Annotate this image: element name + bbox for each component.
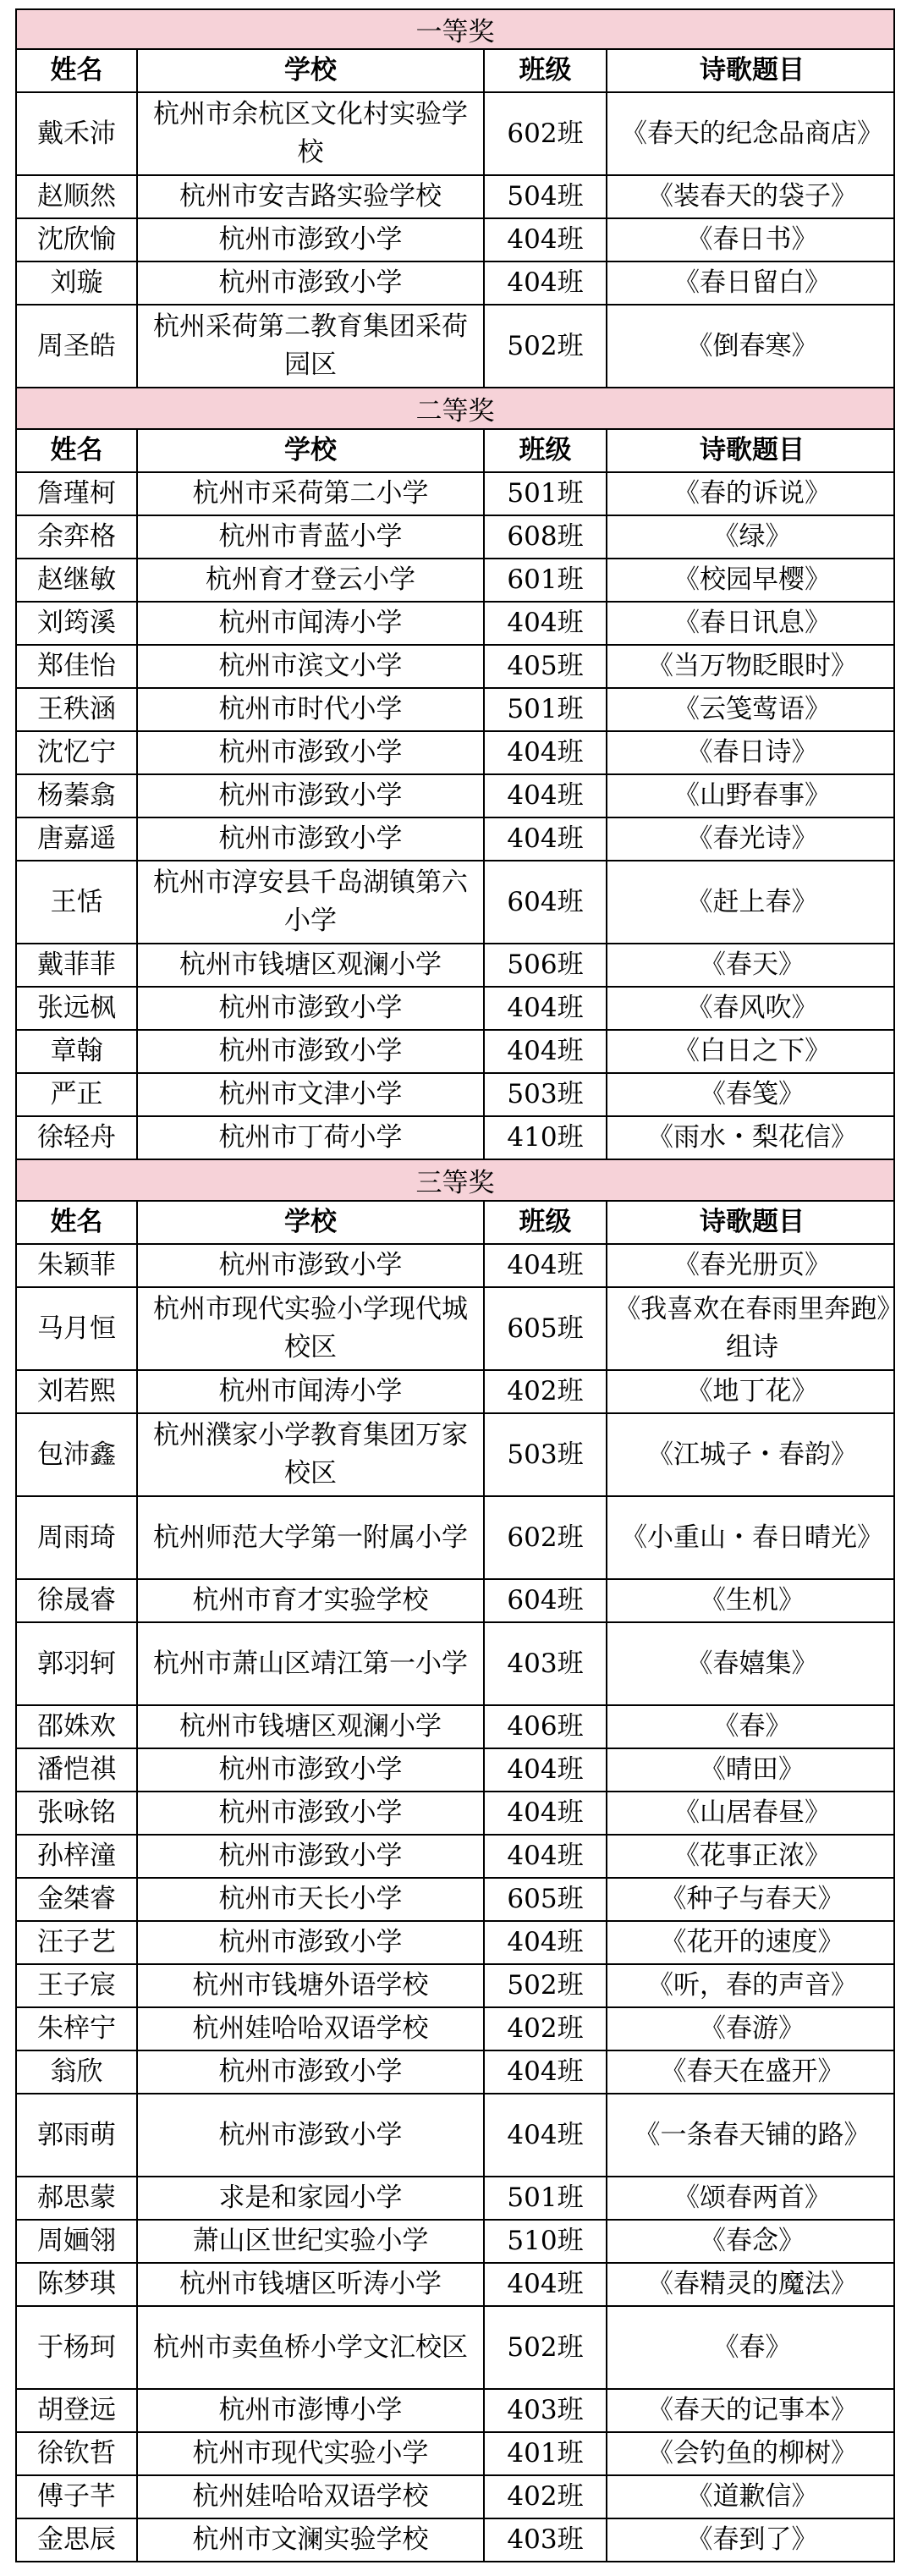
poem-title: 《江城子・春韵》	[647, 1439, 857, 1470]
student-name: 郝思蒙	[17, 2177, 138, 2219]
school-name: 杭州市文津小学	[138, 1074, 485, 1115]
table-row	[15, 1414, 895, 1497]
student-name: 詹瑾柯	[17, 473, 138, 515]
class-name: 503班	[485, 1414, 607, 1495]
poem-title: 《会钓鱼的柳树》	[647, 2438, 857, 2469]
poem-title: 《听，春的声音》	[647, 1970, 857, 2001]
student-name: 邵姝欢	[17, 1706, 138, 1748]
header-name: 姓名	[17, 1202, 138, 1243]
table-row	[15, 646, 895, 689]
school-name: 杭州市澎致小学	[138, 1245, 485, 1286]
awards-table	[15, 8, 895, 2562]
school-name: 杭州市青蓝小学	[138, 516, 485, 558]
table-row	[15, 2264, 895, 2307]
poem-title: 《晴田》	[700, 1754, 805, 1785]
table-row	[15, 861, 895, 944]
poem-title: 《春》	[712, 2331, 792, 2363]
section-title: 一等奖	[15, 8, 895, 50]
school-name: 杭州市现代实验小学现代城校区	[138, 1288, 485, 1369]
poem-title: 《雨水・梨花信》	[647, 1122, 857, 1153]
student-name: 潘恺祺	[17, 1749, 138, 1791]
school-name: 杭州市澎致小学	[138, 775, 485, 817]
section-title: 二等奖	[15, 388, 895, 430]
school-name: 杭州市余杭区文化村实验学校	[138, 93, 485, 174]
table-row	[15, 944, 895, 988]
class-name: 602班	[485, 93, 607, 174]
table-row	[15, 559, 895, 603]
poem-title: 《花事正浓》	[673, 1841, 831, 1871]
student-name: 王恬	[17, 861, 138, 943]
student-name: 徐钦哲	[17, 2433, 138, 2474]
header-class: 班级	[485, 430, 607, 471]
student-name: 周婳翎	[17, 2221, 138, 2262]
student-name: 周雨琦	[17, 1497, 138, 1578]
school-name: 杭州师范大学第一附属小学	[138, 1497, 485, 1578]
header-poem: 诗歌题目	[700, 435, 805, 465]
table-row	[15, 516, 895, 559]
school-name: 杭州市澎致小学	[138, 2051, 485, 2093]
table-row	[15, 1879, 895, 1922]
student-name: 刘若熙	[17, 1371, 138, 1412]
table-row	[15, 689, 895, 732]
table-row	[15, 473, 895, 516]
table-row	[15, 1706, 895, 1749]
poem-title: 《春》	[712, 1711, 792, 1742]
student-name: 徐晟睿	[17, 1580, 138, 1621]
poem-title: 《春天的纪念品商店》	[621, 118, 883, 149]
header-poem: 诗歌题目	[700, 1207, 805, 1237]
class-name: 402班	[485, 1371, 607, 1412]
poem-title: 《山居春昼》	[673, 1797, 831, 1828]
table-row	[15, 1965, 895, 2008]
poem-title: 《颂春两首》	[673, 2182, 831, 2213]
table-row	[15, 1580, 895, 1623]
class-name: 501班	[485, 473, 607, 515]
table-row	[15, 2476, 895, 2519]
table-header-row	[15, 50, 895, 93]
table-row	[15, 1371, 895, 1414]
table-row	[15, 1749, 895, 1792]
student-name: 孙梓潼	[17, 1836, 138, 1877]
class-name: 504班	[485, 176, 607, 217]
student-name: 张咏铭	[17, 1792, 138, 1834]
student-name: 刘筠溪	[17, 603, 138, 644]
student-name: 陈梦琪	[17, 2264, 138, 2305]
class-name: 404班	[485, 818, 607, 860]
poem-title: 《山野春事》	[673, 780, 831, 811]
poem-title: 《春天在盛开》	[660, 2056, 844, 2087]
class-name: 501班	[485, 2177, 607, 2219]
table-row	[15, 1623, 895, 1706]
poem-title: 《我喜欢在春雨里奔跑》组诗	[614, 1294, 890, 1362]
class-name: 404班	[485, 1749, 607, 1791]
student-name: 沈忆宁	[17, 732, 138, 773]
school-name: 杭州市澎致小学	[138, 1836, 485, 1877]
student-name: 包沛鑫	[17, 1414, 138, 1495]
poem-title: 《春光册页》	[673, 1250, 831, 1280]
student-name: 朱颖菲	[17, 1245, 138, 1286]
poem-title: 《春风吹》	[686, 993, 818, 1023]
table-row	[15, 93, 895, 176]
student-name: 戴禾沛	[17, 93, 138, 174]
poem-title: 《春日诗》	[686, 737, 818, 768]
class-name: 410班	[485, 1117, 607, 1159]
student-name: 严正	[17, 1074, 138, 1115]
class-name: 601班	[485, 559, 607, 601]
student-name: 王子宸	[17, 1965, 138, 2006]
class-name: 502班	[485, 2307, 607, 2388]
class-name: 608班	[485, 516, 607, 558]
class-name: 404班	[485, 603, 607, 644]
table-row	[15, 988, 895, 1031]
school-name: 杭州濮家小学教育集团万家校区	[138, 1414, 485, 1495]
school-name: 杭州育才登云小学	[138, 559, 485, 601]
class-name: 502班	[485, 1965, 607, 2006]
class-name: 604班	[485, 1580, 607, 1621]
header-class: 班级	[485, 1202, 607, 1243]
poem-title: 《花开的速度》	[660, 1927, 844, 1957]
class-name: 404班	[485, 732, 607, 773]
class-name: 604班	[485, 861, 607, 943]
school-name: 杭州市钱塘区听涛小学	[138, 2264, 485, 2305]
school-name: 杭州市钱塘区观澜小学	[138, 1706, 485, 1748]
student-name: 余弈格	[17, 516, 138, 558]
poem-title: 《春天的记事本》	[647, 2395, 857, 2425]
student-name: 金桀睿	[17, 1879, 138, 1920]
table-row	[15, 2307, 895, 2390]
table-row	[15, 219, 895, 262]
class-name: 404班	[485, 775, 607, 817]
school-name: 杭州娃哈哈双语学校	[138, 2476, 485, 2518]
school-name: 杭州市澎致小学	[138, 262, 485, 304]
table-row	[15, 1497, 895, 1580]
poem-title: 《道歉信》	[686, 2481, 818, 2512]
class-name: 406班	[485, 1706, 607, 1748]
student-name: 郑佳怡	[17, 646, 138, 687]
student-name: 戴菲菲	[17, 944, 138, 986]
header-name: 姓名	[17, 50, 138, 91]
table-row	[15, 1288, 895, 1371]
student-name: 傅子芊	[17, 2476, 138, 2518]
school-name: 杭州市澎致小学	[138, 1749, 485, 1791]
poem-title: 《小重山・春日晴光》	[621, 1522, 883, 1553]
student-name: 王秩涵	[17, 689, 138, 730]
school-name: 杭州市闻涛小学	[138, 1371, 485, 1412]
poem-title: 《春念》	[700, 2226, 805, 2256]
table-row	[15, 2008, 895, 2051]
class-name: 402班	[485, 2008, 607, 2050]
school-name: 杭州市澎致小学	[138, 1922, 485, 1963]
poem-title: 《春精灵的魔法》	[647, 2269, 857, 2299]
table-row	[15, 775, 895, 818]
poem-title: 《春嬉集》	[686, 1648, 818, 1679]
poem-title: 《种子与春天》	[660, 1884, 844, 1914]
class-name: 404班	[485, 1922, 607, 1963]
header-name: 姓名	[17, 430, 138, 471]
school-name: 杭州市澎致小学	[138, 1792, 485, 1834]
class-name: 510班	[485, 2221, 607, 2262]
student-name: 唐嘉遥	[17, 818, 138, 860]
class-name: 404班	[485, 2051, 607, 2093]
table-row	[15, 732, 895, 775]
school-name: 杭州市澎致小学	[138, 988, 485, 1029]
table-row	[15, 1074, 895, 1117]
poem-title: 《春日书》	[686, 224, 818, 255]
school-name: 杭州市卖鱼桥小学文汇校区	[138, 2307, 485, 2388]
student-name: 金思辰	[17, 2519, 138, 2561]
table-row	[15, 262, 895, 305]
table-row	[15, 603, 895, 646]
school-name: 杭州采荷第二教育集团采荷园区	[138, 305, 485, 387]
table-row	[15, 305, 895, 388]
table-row	[15, 1792, 895, 1836]
table-row	[15, 176, 895, 219]
class-name: 404班	[485, 1836, 607, 1877]
poem-title: 《春天》	[700, 949, 805, 980]
student-name: 郭羽轲	[17, 1623, 138, 1704]
student-name: 章翰	[17, 1031, 138, 1072]
school-name: 杭州市育才实验学校	[138, 1580, 485, 1621]
class-name: 403班	[485, 2519, 607, 2561]
school-name: 杭州市时代小学	[138, 689, 485, 730]
student-name: 徐轻舟	[17, 1117, 138, 1159]
class-name: 404班	[485, 2094, 607, 2176]
header-school: 学校	[138, 1202, 485, 1243]
section-title: 三等奖	[15, 1160, 895, 1202]
poem-title: 《一条春天铺的路》	[634, 2119, 871, 2150]
table-row	[15, 2519, 895, 2562]
student-name: 赵顺然	[17, 176, 138, 217]
student-name: 沈欣愉	[17, 219, 138, 261]
student-name: 于杨珂	[17, 2307, 138, 2388]
class-name: 404班	[485, 2264, 607, 2305]
poem-title: 《春光诗》	[686, 823, 818, 854]
student-name: 赵继敏	[17, 559, 138, 601]
poem-title: 《云笺莺语》	[673, 694, 831, 724]
student-name: 杨蓁翕	[17, 775, 138, 817]
header-class: 班级	[485, 50, 607, 91]
student-name: 刘璇	[17, 262, 138, 304]
header-school: 学校	[138, 430, 485, 471]
school-name: 杭州市现代实验小学	[138, 2433, 485, 2474]
poem-title: 《春的诉说》	[673, 478, 831, 509]
table-row	[15, 1031, 895, 1074]
school-name: 杭州娃哈哈双语学校	[138, 2008, 485, 2050]
poem-title: 《春日留白》	[673, 267, 831, 298]
class-name: 404班	[485, 1245, 607, 1286]
school-name: 杭州市澎致小学	[138, 732, 485, 773]
table-row	[15, 1836, 895, 1879]
school-name: 杭州市澎博小学	[138, 2390, 485, 2431]
table-row	[15, 2094, 895, 2177]
table-row	[15, 2177, 895, 2221]
poem-title: 《生机》	[700, 1585, 805, 1616]
school-name: 杭州市文澜实验学校	[138, 2519, 485, 2561]
student-name: 朱梓宁	[17, 2008, 138, 2050]
school-name: 杭州市闻涛小学	[138, 603, 485, 644]
class-name: 404班	[485, 1792, 607, 1834]
student-name: 郭雨萌	[17, 2094, 138, 2176]
school-name: 杭州市澎致小学	[138, 2094, 485, 2176]
table-row	[15, 1245, 895, 1288]
school-name: 杭州市安吉路实验学校	[138, 176, 485, 217]
poem-title: 《春日讯息》	[673, 608, 831, 638]
table-row	[15, 2390, 895, 2433]
table-row	[15, 2221, 895, 2264]
header-poem: 诗歌题目	[700, 55, 805, 85]
header-school: 学校	[138, 50, 485, 91]
student-name: 张远枫	[17, 988, 138, 1029]
class-name: 401班	[485, 2433, 607, 2474]
poem-title: 《地丁花》	[686, 1376, 818, 1406]
school-name: 杭州市淳安县千岛湖镇第六小学	[138, 861, 485, 943]
class-name: 602班	[485, 1497, 607, 1578]
poem-title: 《白日之下》	[673, 1036, 831, 1066]
poem-title: 《绿》	[712, 521, 792, 552]
poem-title: 《装春天的袋子》	[647, 181, 857, 212]
table-header-row	[15, 430, 895, 473]
student-name: 翁欣	[17, 2051, 138, 2093]
class-name: 405班	[485, 646, 607, 687]
table-row	[15, 1922, 895, 1965]
school-name: 杭州市钱塘外语学校	[138, 1965, 485, 2006]
class-name: 404班	[485, 262, 607, 304]
school-name: 杭州市滨文小学	[138, 646, 485, 687]
class-name: 403班	[485, 2390, 607, 2431]
student-name: 周圣皓	[17, 305, 138, 387]
class-name: 605班	[485, 1288, 607, 1369]
class-name: 404班	[485, 219, 607, 261]
table-row	[15, 818, 895, 861]
poem-title: 《当万物眨眼时》	[647, 651, 857, 681]
class-name: 605班	[485, 1879, 607, 1920]
school-name: 杭州市萧山区靖江第一小学	[138, 1623, 485, 1704]
student-name: 胡登远	[17, 2390, 138, 2431]
school-name: 杭州市钱塘区观澜小学	[138, 944, 485, 986]
school-name: 杭州市澎致小学	[138, 1031, 485, 1072]
table-row	[15, 2433, 895, 2476]
table-row	[15, 1117, 895, 1160]
student-name: 马月恒	[17, 1288, 138, 1369]
school-name: 杭州市澎致小学	[138, 818, 485, 860]
class-name: 503班	[485, 1074, 607, 1115]
poem-title: 《校园早樱》	[673, 564, 831, 595]
school-name: 杭州市澎致小学	[138, 219, 485, 261]
school-name: 杭州市天长小学	[138, 1879, 485, 1920]
class-name: 501班	[485, 689, 607, 730]
table-header-row	[15, 1202, 895, 1245]
poem-title: 《赶上春》	[686, 886, 818, 917]
school-name: 萧山区世纪实验小学	[138, 2221, 485, 2262]
school-name: 杭州市丁荷小学	[138, 1117, 485, 1159]
poem-title: 《春笺》	[700, 1079, 805, 1109]
school-name: 杭州市采荷第二小学	[138, 473, 485, 515]
class-name: 403班	[485, 1623, 607, 1704]
school-name: 求是和家园小学	[138, 2177, 485, 2219]
class-name: 402班	[485, 2476, 607, 2518]
class-name: 506班	[485, 944, 607, 986]
student-name: 汪子艺	[17, 1922, 138, 1963]
poem-title: 《春游》	[700, 2013, 805, 2044]
class-name: 404班	[485, 988, 607, 1029]
table-row	[15, 2051, 895, 2094]
class-name: 404班	[485, 1031, 607, 1072]
class-name: 502班	[485, 305, 607, 387]
poem-title: 《倒春寒》	[686, 330, 818, 361]
poem-title: 《春到了》	[686, 2524, 818, 2555]
